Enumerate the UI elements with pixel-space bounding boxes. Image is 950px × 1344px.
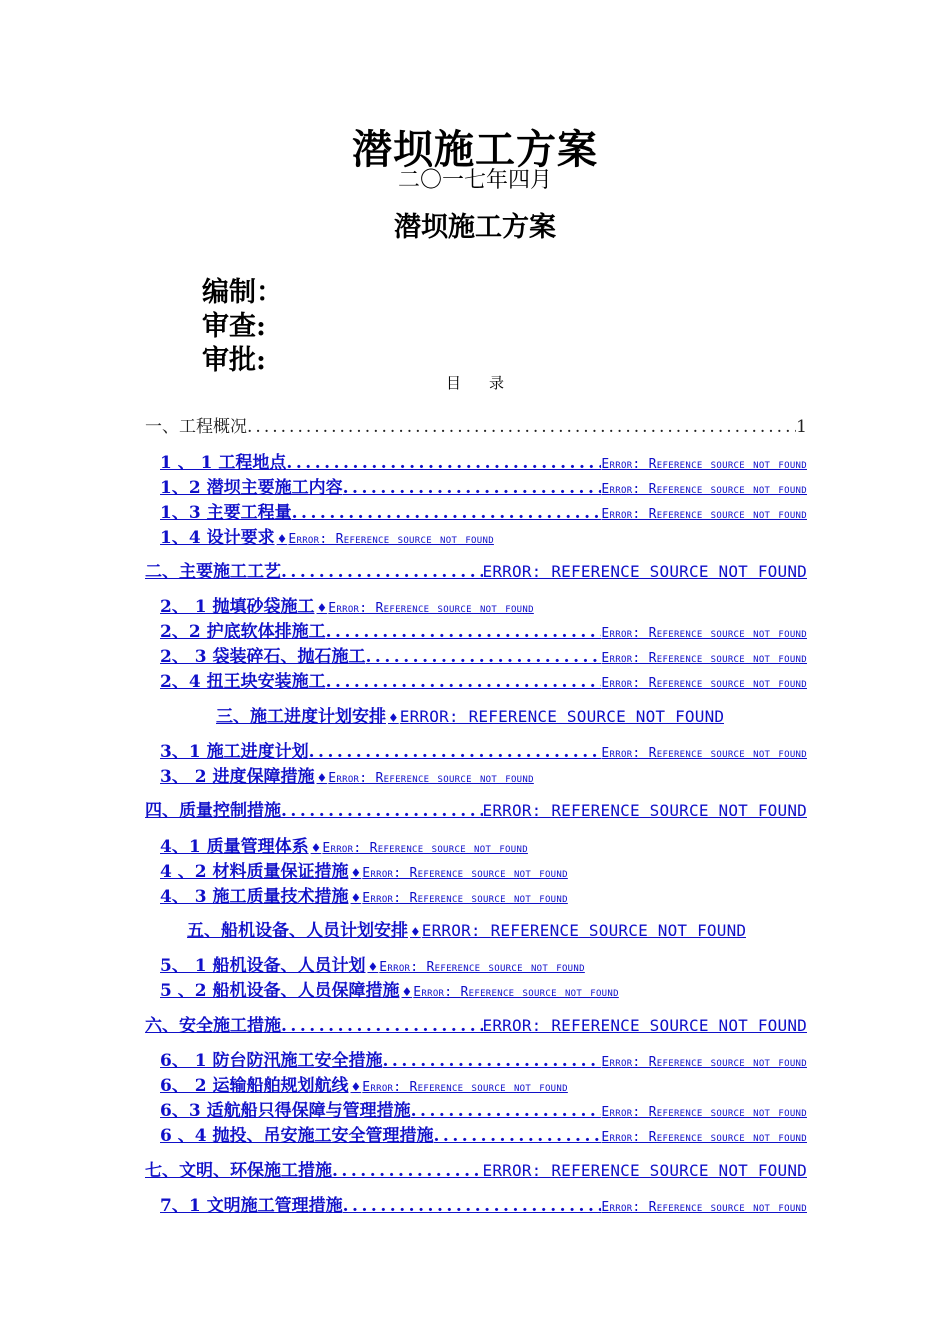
toc-error-text: Error: Reference source not found <box>328 771 534 786</box>
drop-icon: ♦ <box>350 866 362 880</box>
document-title: 潜坝施工方案 <box>352 126 598 173</box>
drop-icon: ♦ <box>276 532 288 546</box>
toc-entry-label: 4 、2 材料质量保证措施 <box>160 862 349 882</box>
toc-error-text: Error: Reference source not found <box>601 626 807 641</box>
toc-error-text: Error: Reference source not found <box>322 841 528 856</box>
toc-entry-label: 六、安全施工措施 <box>145 1016 281 1036</box>
toc-heading: 目录 <box>445 374 532 392</box>
drop-icon: ♦ <box>350 891 362 905</box>
toc-leader <box>286 453 601 473</box>
toc-entry-label: 4、1 质量管理体系 <box>160 837 309 857</box>
toc-error-text: Error: Reference source not found <box>601 1105 807 1120</box>
toc-entry-1-1[interactable] <box>160 448 807 473</box>
toc-error-text: Error: Reference source not found <box>601 746 807 761</box>
toc-error-text: Error: Reference source not found <box>379 960 585 975</box>
toc-leader <box>326 622 602 642</box>
toc-error-text: Error: Reference source not found <box>328 601 534 616</box>
toc-entry-2-1[interactable] <box>160 592 534 617</box>
toc-entry-section-4[interactable] <box>145 796 807 821</box>
toc-error-text: Error: Reference source not found <box>601 676 807 691</box>
toc-entry-section-2[interactable] <box>145 557 807 582</box>
toc-entry-label: 1 、 1 工程地点 <box>160 453 287 473</box>
toc-entry-label: 一、工程概况 <box>145 417 247 437</box>
toc-leader <box>281 562 483 582</box>
toc-entry-label: 2、2 护底软体排施工 <box>160 622 326 642</box>
toc-error-text: ERROR: REFERENCE SOURCE NOT FOUND <box>482 1016 807 1035</box>
toc-entry-2-3[interactable] <box>160 642 807 667</box>
drop-icon: ♦ <box>388 711 399 725</box>
toc-entry-2-2[interactable] <box>160 617 807 642</box>
toc-leader <box>326 672 602 692</box>
drop-icon: ♦ <box>401 985 413 999</box>
toc-error-text: Error: Reference source not found <box>601 1200 807 1215</box>
toc-entry-1-2[interactable] <box>160 473 807 498</box>
toc-error-text: Error: Reference source not found <box>601 651 807 666</box>
document-date: 二〇一七年四月 <box>397 168 552 193</box>
toc-entry-3-2[interactable] <box>160 762 534 787</box>
toc-leader <box>309 742 602 762</box>
document-subtitle: 潜坝施工方案 <box>394 212 556 243</box>
toc-entry-7-1[interactable] <box>160 1191 807 1216</box>
drop-icon: ♦ <box>410 925 421 939</box>
toc-error-text: Error: Reference source not found <box>288 532 494 547</box>
toc-leader <box>281 1016 483 1036</box>
toc-page-number: 1 <box>796 417 807 437</box>
approve-label: 审批: <box>202 345 266 376</box>
toc-entry-label: 2、 1 抛填砂袋施工 <box>160 597 315 617</box>
toc-entry-label: 四、质量控制措施 <box>145 801 281 821</box>
toc-entry-label: 1、2 潜坝主要施工内容 <box>160 478 343 498</box>
toc-entry-5-1[interactable] <box>160 951 585 976</box>
toc-entry-label: 6 、4 抛投、吊安施工安全管理措施 <box>160 1126 434 1146</box>
toc-entry-label: 二、主要施工工艺 <box>145 562 281 582</box>
toc-entry-1-3[interactable] <box>160 498 807 523</box>
toc-entry-label: 5 、2 船机设备、人员保障措施 <box>160 981 400 1001</box>
toc-error-text: Error: Reference source not found <box>601 482 807 497</box>
toc-entry-section-7[interactable] <box>145 1156 807 1181</box>
toc-entry-4-2[interactable] <box>160 857 568 882</box>
toc-entry-label: 1、4 设计要求 <box>160 528 275 548</box>
toc-entry-label: 五、船机设备、人员计划安排 <box>187 921 408 941</box>
drop-icon: ♦ <box>367 960 379 974</box>
toc-entry-label: 2、4 扭王块安装施工 <box>160 672 326 692</box>
toc-entry-6-4[interactable] <box>160 1121 807 1146</box>
toc-entry-section-3[interactable] <box>216 702 724 727</box>
toc-entry-label: 6、3 适航船只得保障与管理措施 <box>160 1101 411 1121</box>
toc-error-text: Error: Reference source not found <box>601 507 807 522</box>
toc-error-text: Error: Reference source not found <box>413 985 619 1000</box>
toc-entry-label: 三、施工进度计划安排 <box>216 707 386 727</box>
toc-error-text: ERROR: REFERENCE SOURCE NOT FOUND <box>482 562 807 581</box>
toc-leader <box>383 1051 602 1071</box>
toc-entry-label: 3、 2 进度保障措施 <box>160 767 315 787</box>
toc-entry-label: 6、 2 运输船舶规划航线 <box>160 1076 349 1096</box>
toc-leader <box>366 647 602 667</box>
toc-leader <box>281 801 483 821</box>
toc-leader <box>292 503 602 523</box>
toc-error-text: ERROR: REFERENCE SOURCE NOT FOUND <box>482 801 807 820</box>
toc-error-text: Error: Reference source not found <box>362 1080 568 1095</box>
toc-entry-overview[interactable] <box>145 412 807 437</box>
toc-entry-label: 7、1 文明施工管理措施 <box>160 1196 343 1216</box>
toc-entry-6-1[interactable] <box>160 1046 807 1071</box>
toc-entry-label: 2、 3 袋装碎石、抛石施工 <box>160 647 366 667</box>
toc-entry-1-4[interactable] <box>160 523 494 548</box>
review-label: 审查: <box>202 311 266 342</box>
toc-leader <box>434 1126 602 1146</box>
toc-entry-6-3[interactable] <box>160 1096 807 1121</box>
toc-entry-3-1[interactable] <box>160 737 807 762</box>
toc-leader <box>343 1196 602 1216</box>
toc-entry-2-4[interactable] <box>160 667 807 692</box>
toc-entry-label: 5、 1 船机设备、人员计划 <box>160 956 366 976</box>
drop-icon: ♦ <box>310 841 322 855</box>
toc-entry-label: 4、 3 施工质量技术措施 <box>160 887 349 907</box>
toc-entry-6-2[interactable] <box>160 1071 568 1096</box>
toc-entry-label: 6、 1 防台防汛施工安全措施 <box>160 1051 383 1071</box>
drop-icon: ♦ <box>316 771 328 785</box>
drop-icon: ♦ <box>316 601 328 615</box>
drop-icon: ♦ <box>350 1080 362 1094</box>
toc-entry-label: 1、3 主要工程量 <box>160 503 292 523</box>
toc-leader <box>343 478 602 498</box>
toc-entry-5-2[interactable] <box>160 976 619 1001</box>
toc-error-text: ERROR: REFERENCE SOURCE NOT FOUND <box>399 707 725 726</box>
toc-entry-section-5[interactable] <box>187 916 746 941</box>
toc-leader <box>332 1161 483 1181</box>
toc-error-text: ERROR: REFERENCE SOURCE NOT FOUND <box>482 1161 807 1180</box>
toc-entry-label: 3、1 施工进度计划 <box>160 742 309 762</box>
toc-entry-section-6[interactable] <box>145 1011 807 1036</box>
toc-error-text: Error: Reference source not found <box>601 457 807 472</box>
toc-error-text: Error: Reference source not found <box>362 866 568 881</box>
toc-error-text: Error: Reference source not found <box>601 1130 807 1145</box>
toc-leader <box>247 417 796 437</box>
compile-label: 编制： <box>202 277 283 308</box>
toc-entry-4-3[interactable] <box>160 882 568 907</box>
toc-entry-label: 七、文明、环保施工措施 <box>145 1161 332 1181</box>
toc-entry-4-1[interactable] <box>160 832 528 857</box>
toc-error-text: ERROR: REFERENCE SOURCE NOT FOUND <box>421 921 747 940</box>
toc-error-text: Error: Reference source not found <box>362 891 568 906</box>
toc-leader <box>411 1101 602 1121</box>
toc-error-text: Error: Reference source not found <box>601 1055 807 1070</box>
